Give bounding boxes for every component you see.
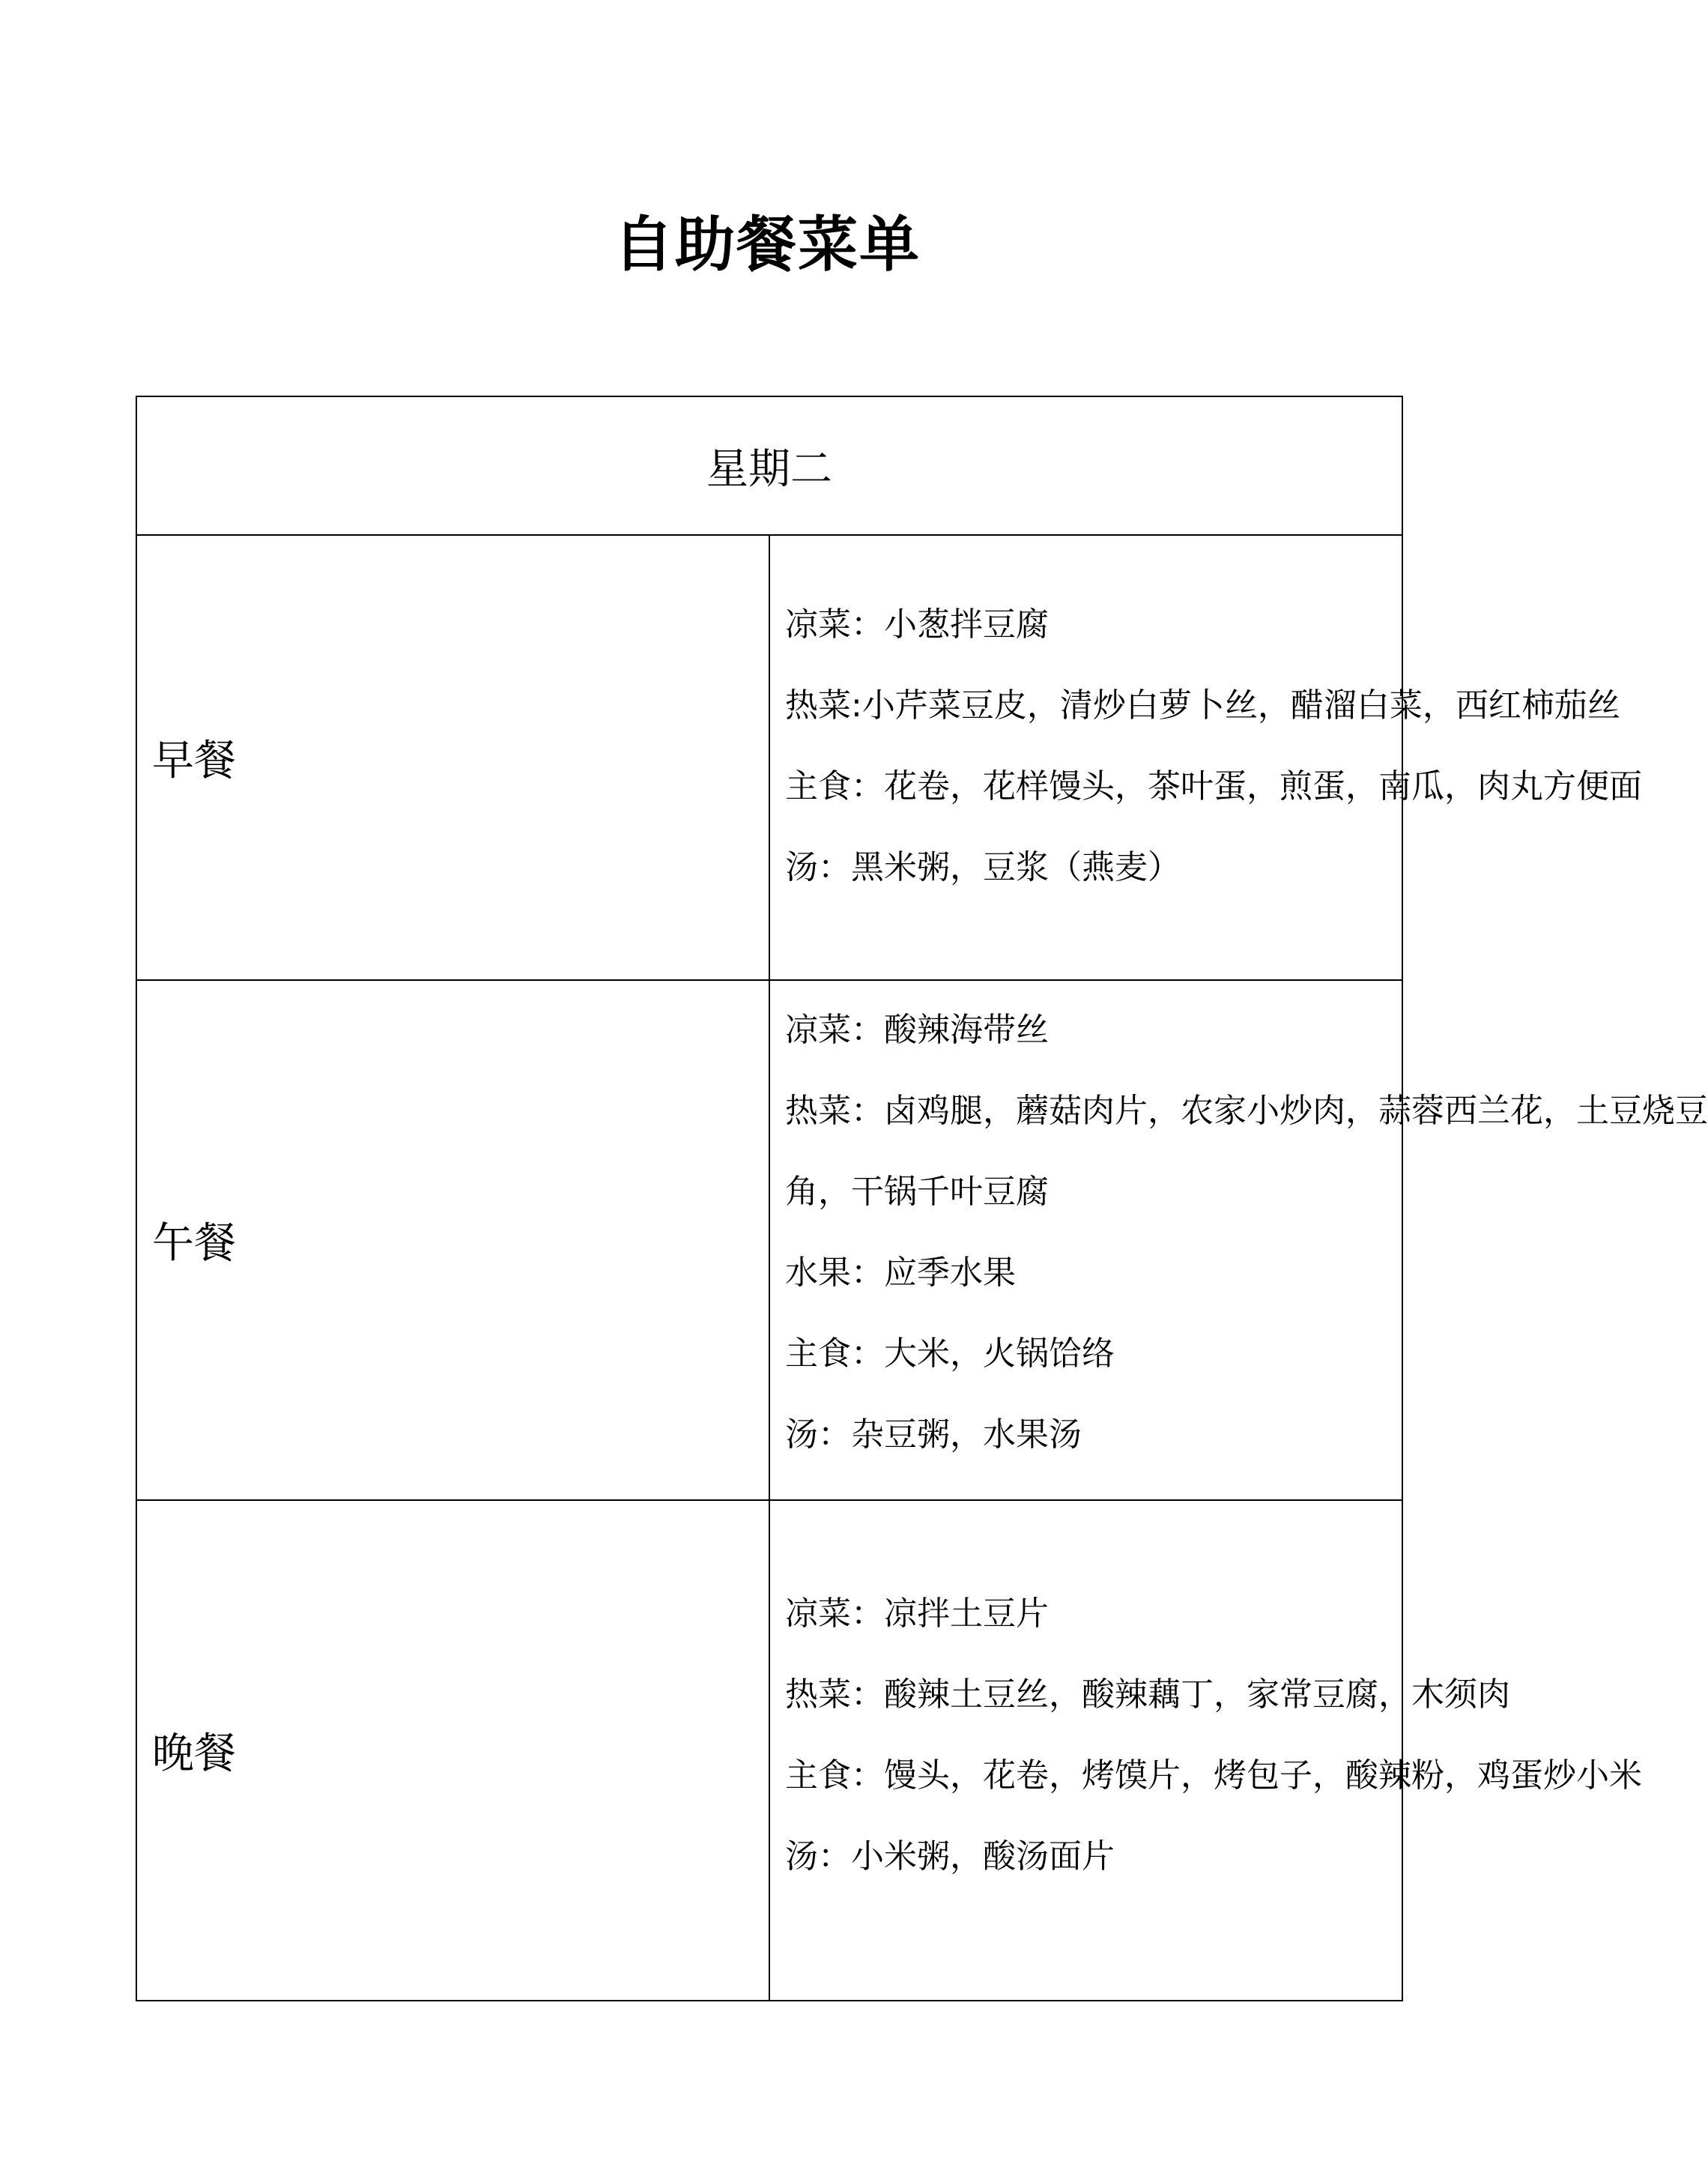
dinner-content (769, 1500, 1642, 2001)
breakfast-lines (785, 584, 1642, 908)
dinner-line: 凉菜：凉拌土豆片 (785, 1595, 1049, 1633)
dinner-row (136, 1500, 1402, 2001)
dinner-line: 主食：馒头，花卷，烤馍片，烤包子，酸辣粉，鸡蛋炒小米 (785, 1756, 1642, 1795)
breakfast-row (136, 535, 1402, 980)
lunch-line: 水果：应季水果 (785, 1254, 1016, 1292)
breakfast-line: 主食：花卷，花样馒头，茶叶蛋，煎蛋，南瓜，肉丸方便面 (785, 767, 1642, 806)
lunch-line: 热菜：卤鸡腿，蘑菇肉片，农家小炒肉，蒜蓉西兰花，土豆烧豆 (785, 1092, 1708, 1130)
dinner-line: 热菜：酸辣土豆丝，酸辣藕丁，家常豆腐，木须肉 (785, 1675, 1510, 1714)
breakfast-line: 汤：黑米粥，豆浆（燕麦） (785, 848, 1181, 886)
lunch-lines (785, 990, 1708, 1475)
breakfast-line: 热菜:小芹菜豆皮，清炒白萝卜丝，醋溜白菜，西红柿茄丝 (785, 686, 1620, 725)
lunch-line: 角，干锅千叶豆腐 (785, 1173, 1049, 1211)
breakfast-label: 早餐 (136, 535, 769, 980)
dinner-lines (785, 1574, 1642, 1897)
breakfast-content (769, 535, 1642, 980)
lunch-line: 汤：杂豆粥，水果汤 (785, 1415, 1082, 1454)
lunch-row (136, 980, 1402, 1500)
dinner-label: 晚餐 (136, 1500, 769, 2001)
menu-table (136, 396, 1708, 2001)
dinner-line: 汤：小米粥，酸汤面片 (785, 1837, 1115, 1876)
lunch-content (769, 980, 1708, 1500)
day-header: 星期二 (136, 396, 1402, 535)
breakfast-line: 凉菜：小葱拌豆腐 (785, 605, 1049, 644)
lunch-label: 午餐 (136, 980, 769, 1500)
lunch-line: 凉菜：酸辣海带丝 (785, 1011, 1049, 1049)
lunch-line: 主食：大米，火锅饸络 (785, 1335, 1115, 1373)
page-title: 自助餐菜单 (614, 210, 921, 279)
day-row (136, 396, 1402, 535)
